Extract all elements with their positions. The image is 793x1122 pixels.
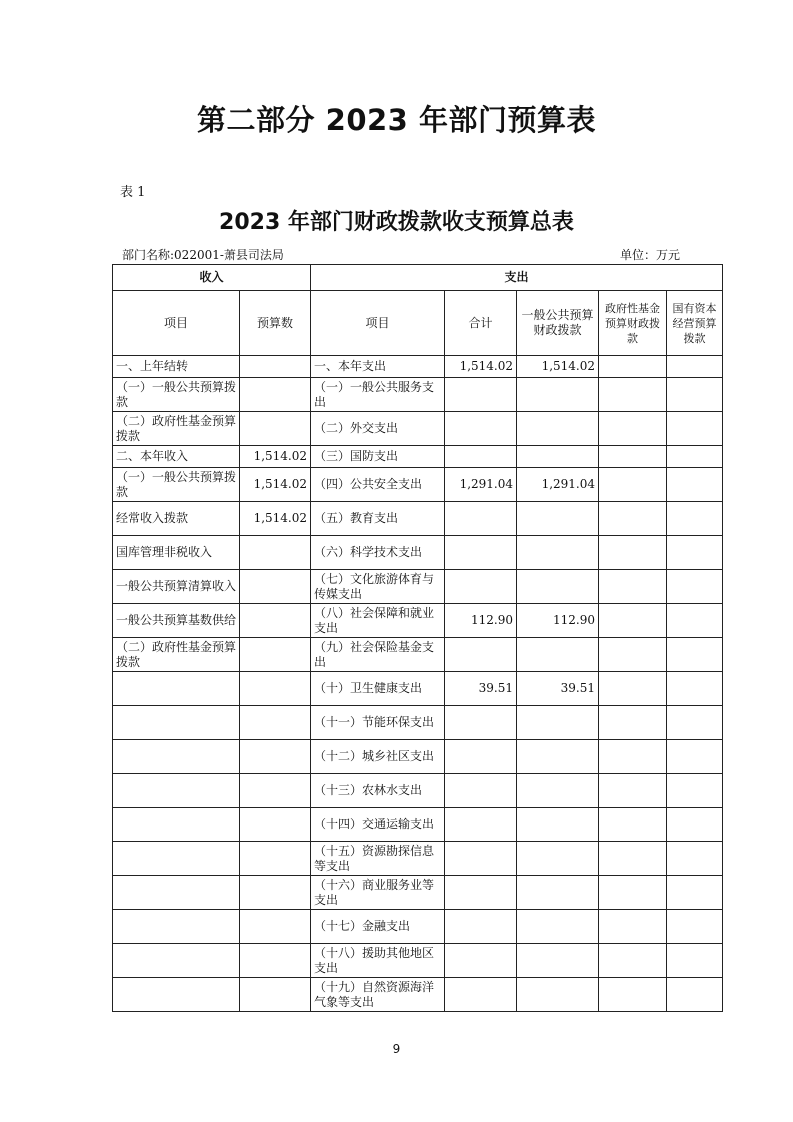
gov-fund-cell	[599, 910, 667, 944]
table-row	[113, 706, 723, 740]
income-amount-cell: 1,514.02	[240, 446, 311, 468]
gov-fund-cell	[599, 446, 667, 468]
gov-fund-cell	[599, 468, 667, 502]
state-capital-cell	[667, 774, 723, 808]
table-row	[113, 570, 723, 604]
total-cell	[445, 446, 517, 468]
expense-header: 支出	[311, 265, 723, 291]
general-budget-cell: 39.51	[517, 672, 599, 706]
expense-item-cell: （五）教育支出	[311, 502, 445, 536]
income-amount-cell	[240, 356, 311, 378]
table-row	[113, 876, 723, 910]
income-item-cell	[113, 706, 240, 740]
income-item-cell: 二、本年收入	[113, 446, 240, 468]
general-budget-cell	[517, 944, 599, 978]
income-amount-cell	[240, 604, 311, 638]
general-budget-cell	[517, 446, 599, 468]
total-cell	[445, 774, 517, 808]
state-capital-cell	[667, 740, 723, 774]
gov-fund-cell	[599, 638, 667, 672]
total-cell: 1,291.04	[445, 468, 517, 502]
total-cell	[445, 808, 517, 842]
state-capital-cell	[667, 604, 723, 638]
income-amount-cell	[240, 638, 311, 672]
general-budget-cell	[517, 378, 599, 412]
gov-fund-cell	[599, 570, 667, 604]
income-item-cell	[113, 808, 240, 842]
total-cell	[445, 412, 517, 446]
expense-item-cell: （十二）城乡社区支出	[311, 740, 445, 774]
expense-item-cell: （十）卫生健康支出	[311, 672, 445, 706]
state-capital-cell	[667, 570, 723, 604]
total-cell: 39.51	[445, 672, 517, 706]
state-capital-cell	[667, 412, 723, 446]
expense-item-cell: （十三）农林水支出	[311, 774, 445, 808]
table-row	[113, 774, 723, 808]
income-item-cell	[113, 774, 240, 808]
income-item-cell: 一般公共预算基数供给	[113, 604, 240, 638]
state-capital-header: 国有资本经营预算拨款	[667, 291, 723, 356]
expense-item-cell: （六）科学技术支出	[311, 536, 445, 570]
gov-fund-cell	[599, 378, 667, 412]
gov-fund-cell	[599, 356, 667, 378]
expense-item-cell: （四）公共安全支出	[311, 468, 445, 502]
table-row	[113, 412, 723, 446]
expense-item-cell: （十七）金融支出	[311, 910, 445, 944]
general-budget-cell	[517, 774, 599, 808]
state-capital-cell	[667, 808, 723, 842]
state-capital-cell	[667, 446, 723, 468]
general-budget-cell	[517, 536, 599, 570]
income-item-cell: 国库管理非税收入	[113, 536, 240, 570]
income-item-cell: （一）一般公共预算拨款	[113, 468, 240, 502]
income-amount-cell	[240, 536, 311, 570]
income-item-cell	[113, 910, 240, 944]
income-amount-cell	[240, 672, 311, 706]
gov-fund-cell	[599, 842, 667, 876]
gov-fund-cell	[599, 604, 667, 638]
income-amount-cell	[240, 808, 311, 842]
income-item-cell	[113, 842, 240, 876]
page-title: 第二部分 2023 年部门预算表	[197, 103, 596, 137]
income-item-cell	[113, 672, 240, 706]
general-budget-cell	[517, 978, 599, 1012]
expense-item-cell: （十九）自然资源海洋气象等支出	[311, 978, 445, 1012]
total-cell	[445, 638, 517, 672]
general-budget-cell	[517, 740, 599, 774]
income-item-cell	[113, 740, 240, 774]
total-cell	[445, 502, 517, 536]
expense-item-cell: （十六）商业服务业等支出	[311, 876, 445, 910]
income-item-header: 项目	[113, 291, 240, 356]
total-cell	[445, 944, 517, 978]
general-budget-cell	[517, 910, 599, 944]
table-row	[113, 638, 723, 672]
expense-item-cell: （九）社会保险基金支出	[311, 638, 445, 672]
expense-item-cell: 一、本年支出	[311, 356, 445, 378]
department-name: 部门名称:022001-萧县司法局	[122, 248, 284, 262]
income-amount-cell	[240, 978, 311, 1012]
table-row	[113, 842, 723, 876]
table-title: 2023 年部门财政拨款收支预算总表	[219, 210, 574, 235]
total-header: 合计	[445, 291, 517, 356]
income-item-cell	[113, 944, 240, 978]
general-budget-cell	[517, 502, 599, 536]
table-row	[113, 502, 723, 536]
total-cell	[445, 910, 517, 944]
general-budget-cell	[517, 570, 599, 604]
general-budget-cell	[517, 412, 599, 446]
income-item-cell: 经常收入拨款	[113, 502, 240, 536]
state-capital-cell	[667, 502, 723, 536]
income-item-cell	[113, 876, 240, 910]
total-cell	[445, 876, 517, 910]
expense-item-cell: （八）社会保障和就业支出	[311, 604, 445, 638]
income-item-cell: 一般公共预算清算收入	[113, 570, 240, 604]
income-item-cell: 一、上年结转	[113, 356, 240, 378]
gov-fund-cell	[599, 502, 667, 536]
general-budget-cell: 112.90	[517, 604, 599, 638]
general-budget-cell	[517, 706, 599, 740]
table-row	[113, 446, 723, 468]
income-amount-cell: 1,514.02	[240, 502, 311, 536]
gov-fund-cell	[599, 944, 667, 978]
table-row	[113, 604, 723, 638]
general-budget-cell	[517, 808, 599, 842]
expense-item-cell: （三）国防支出	[311, 446, 445, 468]
table-row	[113, 944, 723, 978]
income-amount-cell	[240, 706, 311, 740]
gov-fund-cell	[599, 412, 667, 446]
state-capital-cell	[667, 536, 723, 570]
income-amount-cell	[240, 570, 311, 604]
expense-item-cell: （二）外交支出	[311, 412, 445, 446]
total-cell	[445, 570, 517, 604]
expense-item-cell: （一）一般公共服务支出	[311, 378, 445, 412]
state-capital-cell	[667, 356, 723, 378]
general-budget-header: 一般公共预算财政拨款	[517, 291, 599, 356]
gov-fund-cell	[599, 978, 667, 1012]
table-number: 表 1	[120, 185, 146, 200]
general-budget-cell	[517, 876, 599, 910]
gov-fund-cell	[599, 808, 667, 842]
gov-fund-header: 政府性基金预算财政拨款	[599, 291, 667, 356]
budget-table	[112, 264, 723, 1012]
total-cell: 1,514.02	[445, 356, 517, 378]
state-capital-cell	[667, 910, 723, 944]
table-row	[113, 808, 723, 842]
income-item-cell: （一）一般公共预算拨款	[113, 378, 240, 412]
table-row	[113, 536, 723, 570]
gov-fund-cell	[599, 740, 667, 774]
general-budget-cell: 1,514.02	[517, 356, 599, 378]
state-capital-cell	[667, 978, 723, 1012]
gov-fund-cell	[599, 706, 667, 740]
gov-fund-cell	[599, 774, 667, 808]
general-budget-cell	[517, 638, 599, 672]
expense-item-cell: （十五）资源勘探信息等支出	[311, 842, 445, 876]
total-cell	[445, 706, 517, 740]
table-row	[113, 356, 723, 378]
total-cell	[445, 978, 517, 1012]
gov-fund-cell	[599, 536, 667, 570]
state-capital-cell	[667, 378, 723, 412]
total-cell	[445, 378, 517, 412]
income-item-cell: （二）政府性基金预算拨款	[113, 412, 240, 446]
state-capital-cell	[667, 706, 723, 740]
table-row	[113, 910, 723, 944]
state-capital-cell	[667, 842, 723, 876]
state-capital-cell	[667, 638, 723, 672]
general-budget-cell	[517, 842, 599, 876]
income-amount-cell	[240, 740, 311, 774]
gov-fund-cell	[599, 672, 667, 706]
table-row	[113, 978, 723, 1012]
income-amount-header: 预算数	[240, 291, 311, 356]
budget-table-body	[113, 356, 723, 1012]
table-row	[113, 672, 723, 706]
income-amount-cell: 1,514.02	[240, 468, 311, 502]
total-cell: 112.90	[445, 604, 517, 638]
expense-item-cell: （十一）节能环保支出	[311, 706, 445, 740]
income-item-cell	[113, 978, 240, 1012]
income-amount-cell	[240, 842, 311, 876]
state-capital-cell	[667, 944, 723, 978]
expense-item-cell: （七）文化旅游体育与传媒支出	[311, 570, 445, 604]
expense-item-header: 项目	[311, 291, 445, 356]
total-cell	[445, 740, 517, 774]
income-amount-cell	[240, 412, 311, 446]
state-capital-cell	[667, 876, 723, 910]
total-cell	[445, 536, 517, 570]
income-item-cell: （二）政府性基金预算拨款	[113, 638, 240, 672]
expense-item-cell: （十四）交通运输支出	[311, 808, 445, 842]
gov-fund-cell	[599, 876, 667, 910]
expense-item-cell: （十八）援助其他地区支出	[311, 944, 445, 978]
state-capital-cell	[667, 672, 723, 706]
unit-label: 单位：万元	[620, 248, 681, 262]
state-capital-cell	[667, 468, 723, 502]
table-row	[113, 378, 723, 412]
total-cell	[445, 842, 517, 876]
table-row	[113, 468, 723, 502]
income-amount-cell	[240, 944, 311, 978]
general-budget-cell: 1,291.04	[517, 468, 599, 502]
page-number: 9	[392, 1042, 401, 1056]
income-amount-cell	[240, 876, 311, 910]
income-amount-cell	[240, 378, 311, 412]
income-amount-cell	[240, 910, 311, 944]
income-amount-cell	[240, 774, 311, 808]
income-header: 收入	[113, 265, 311, 291]
table-row	[113, 740, 723, 774]
